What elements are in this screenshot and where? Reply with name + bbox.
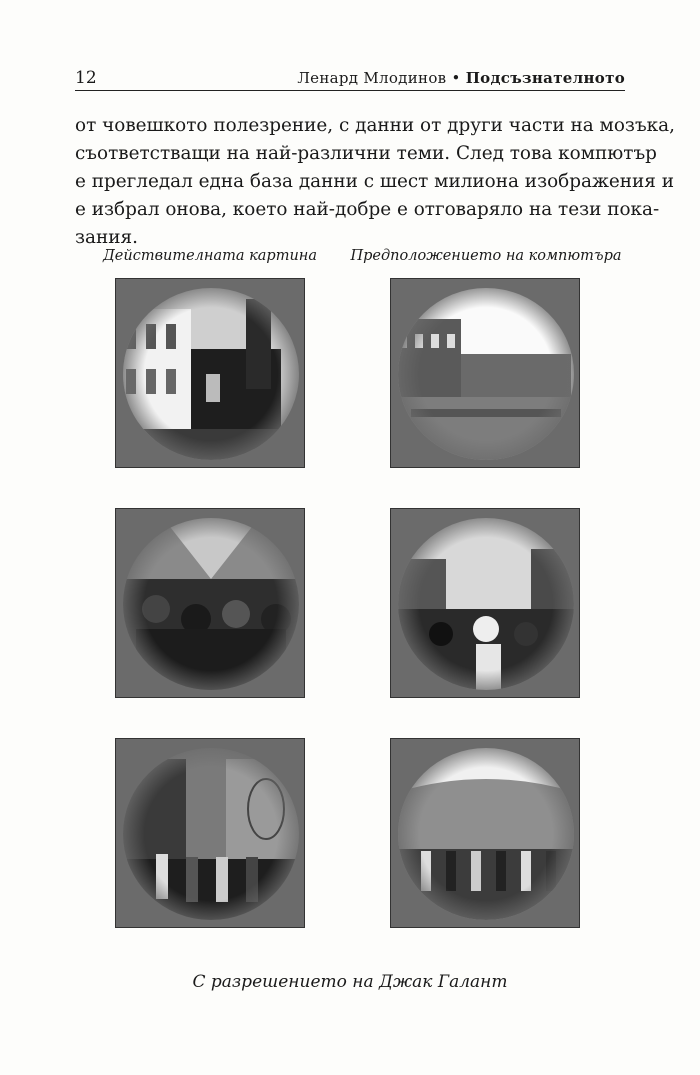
- actual-image-3: [115, 738, 305, 928]
- running-header: [75, 60, 625, 90]
- computer-guess-image-1: [390, 278, 580, 468]
- body-paragraph: [75, 112, 675, 252]
- actual-image-1: [115, 278, 305, 468]
- body-line: зания.: [75, 227, 138, 248]
- author-name: Ленард Млодинов: [297, 69, 447, 87]
- running-title: [297, 69, 625, 87]
- actual-image-2: [115, 508, 305, 698]
- body-line: съответстващи на най-различни теми. След това компютър: [75, 143, 657, 164]
- separator-bullet: •: [451, 69, 461, 87]
- image-credit: С разрешението на Джак Галант: [192, 972, 508, 992]
- computer-guess-image-3: [390, 738, 580, 928]
- book-title: Подсъзнателното: [465, 69, 625, 87]
- page-number: 12: [75, 68, 97, 88]
- body-line: е прегледал една база данни с шест милиона изображения и: [75, 171, 674, 192]
- body-line: е избрал онова, което най-добре е отговаряло на тези пока-: [75, 199, 660, 220]
- actual-image-caption: Действителната картина: [103, 248, 317, 264]
- header-rule: [75, 90, 625, 91]
- body-line: от човешкото полезрение, с данни от други части на мозъка,: [75, 115, 675, 136]
- computer-guess-image-2: [390, 508, 580, 698]
- computer-guess-caption: Предположението на компютъра: [350, 248, 622, 264]
